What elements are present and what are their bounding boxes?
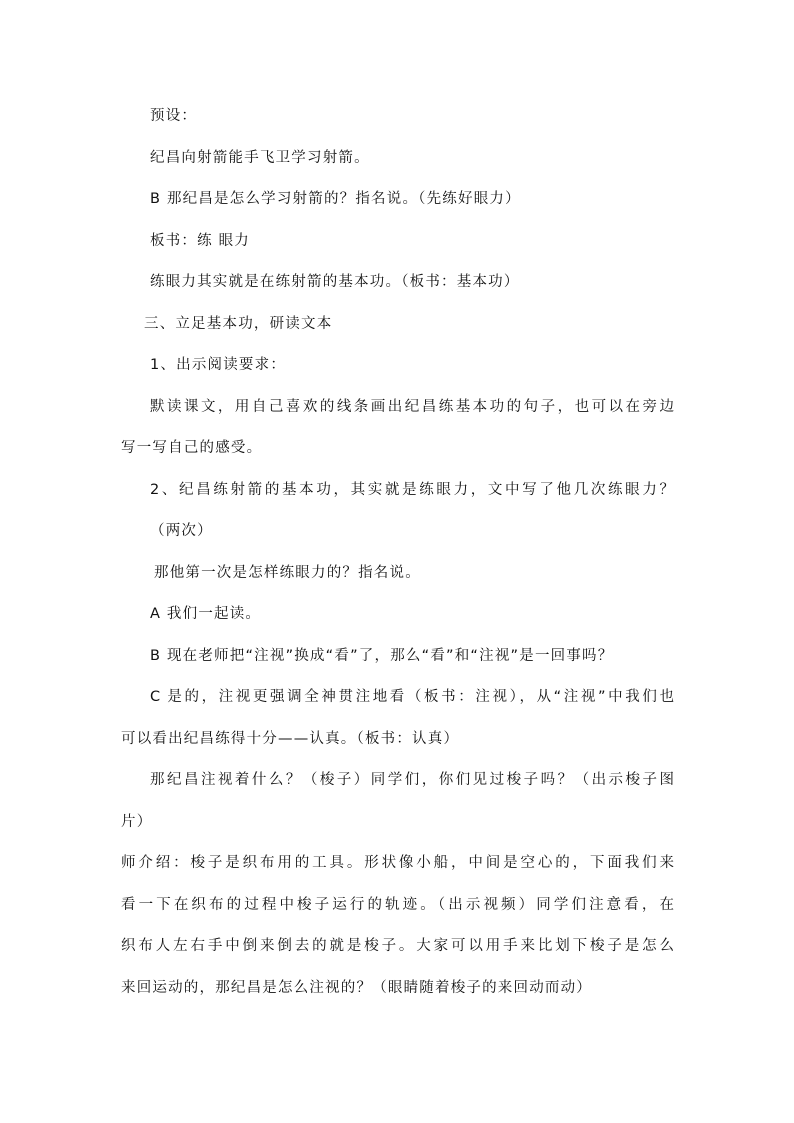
text-line: 那纪昌注视着什么？（梭子）同学们，你们见过梭子吗？（出示梭子图	[150, 772, 674, 788]
text-line: 可以看出纪昌练得十分——认真。（板书：认真）	[121, 731, 460, 747]
text-line: 1、出示阅读要求：	[150, 357, 287, 373]
text-line: 板书：练 眼力	[150, 233, 251, 249]
text-line: 纪昌向射箭能手飞卫学习射箭。	[150, 150, 370, 166]
text-line: 练眼力其实就是在练射箭的基本功。（板书：基本功）	[150, 274, 520, 290]
text-line: 看一下在织布的过程中梭子运行的轨迹。（出示视频）同学们注意看，在	[121, 897, 674, 913]
text-line: 片）	[121, 814, 153, 830]
section-heading: 三、立足基本功，研读文本	[144, 316, 333, 332]
text-line: 师介绍：梭子是织布用的工具。形状像小船，中间是空心的，下面我们来	[121, 855, 674, 871]
text-line: 那他第一次是怎样练眼力的？指名说。	[154, 565, 421, 581]
text-line: 来回运动的，那纪昌是怎么注视的？（眼睛随着梭子的来回动而动）	[121, 980, 592, 996]
text-line: 2、纪昌练射箭的基本功，其实就是练眼力，文中写了他几次练眼力？	[150, 482, 674, 498]
text-line: B 那纪昌是怎么学习射箭的？指名说。（先练好眼力）	[150, 191, 521, 207]
text-line: B 现在老师把“注视”换成“看”了，那么“看”和“注视”是一回事吗？	[150, 648, 614, 664]
text-line: A 我们一起读。	[150, 606, 262, 622]
text-line-preset: 预设：	[150, 108, 198, 124]
text-line: （两次）	[150, 523, 213, 539]
text-line: 写一写自己的感受。	[121, 440, 263, 456]
text-line: C 是的，注视更强调全神贯注地看（板书：注视），从“注视”中我们也	[150, 689, 674, 705]
text-line: 默读课文，用自己喜欢的线条画出纪昌练基本功的句子，也可以在旁边	[150, 399, 674, 415]
text-line: 织布人左右手中倒来倒去的就是梭子。大家可以用手来比划下梭子是怎么	[121, 938, 674, 954]
